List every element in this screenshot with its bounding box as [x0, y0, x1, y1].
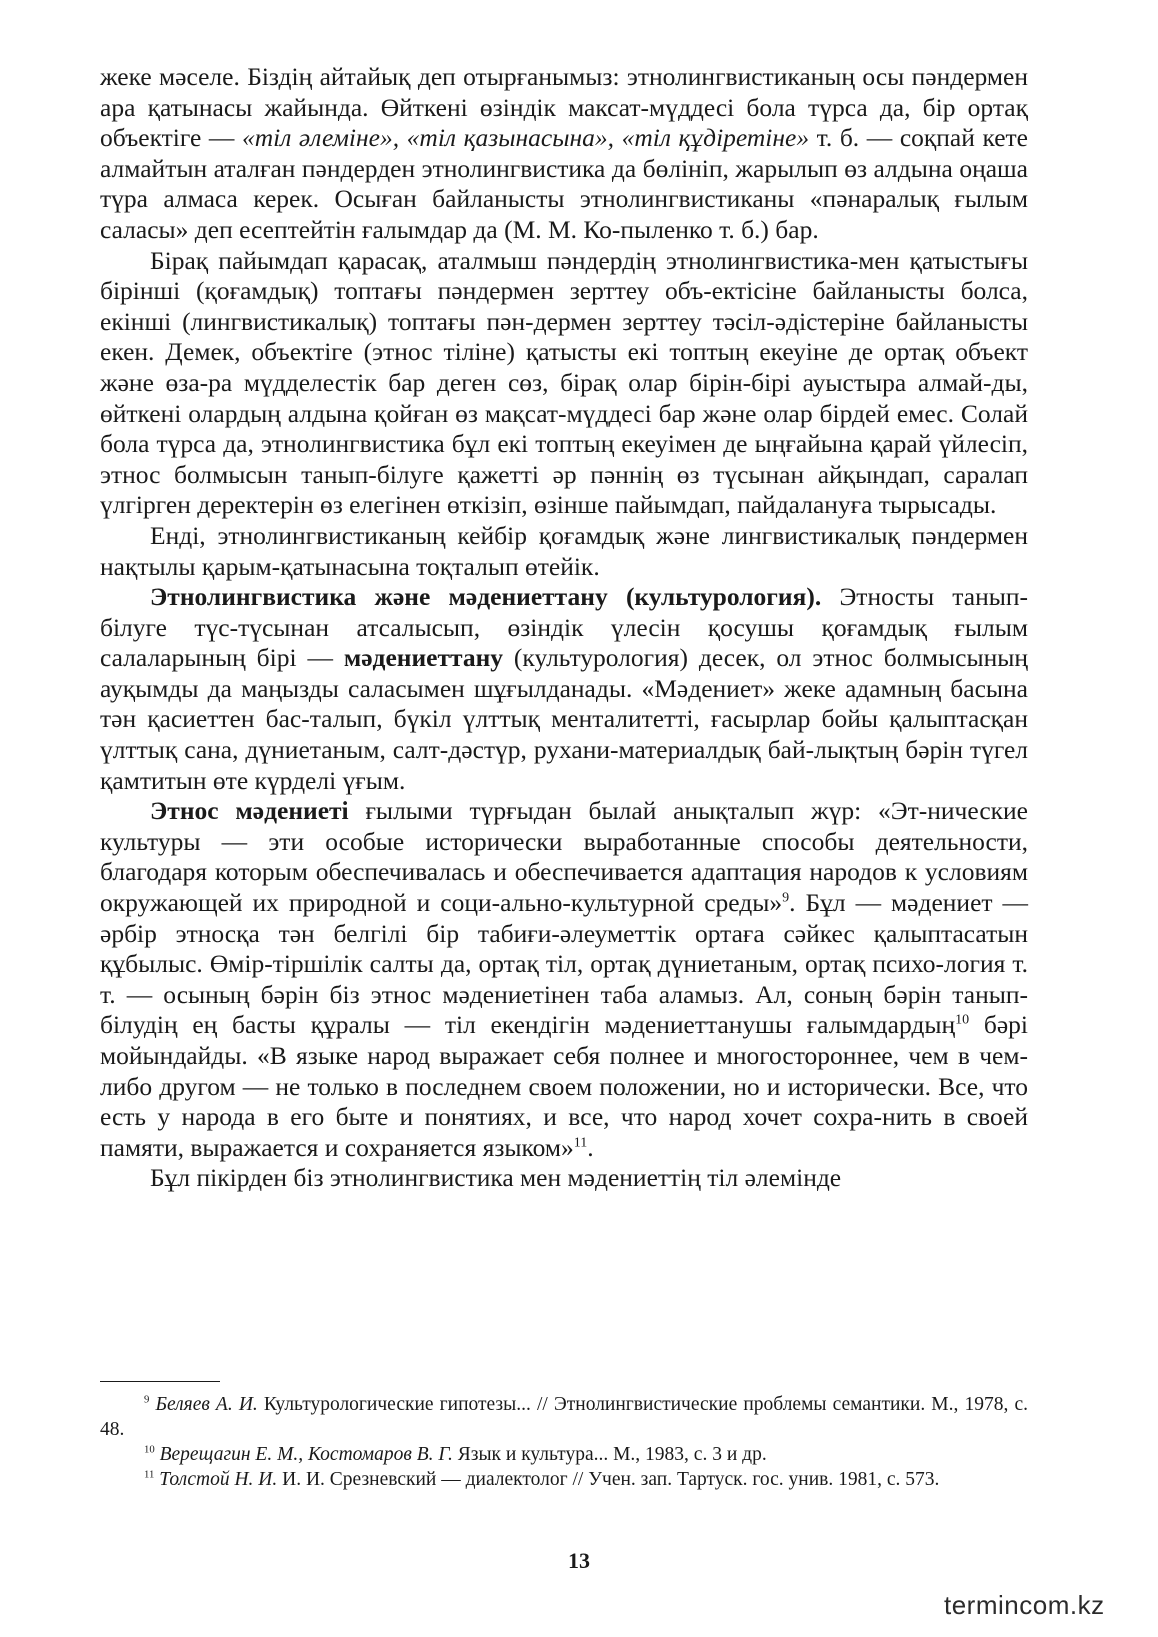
body-text — [100, 62, 1028, 1194]
footnote-10 — [100, 1442, 1028, 1467]
footnote-9-author: Беляев А. И. — [155, 1394, 258, 1415]
paragraph-3: Енді, этнолингвистиканың кейбір қоғамдық және лингвистикалық пәндермен нақтылы қарым-қатынасына тоқталып өтейік. — [100, 520, 1028, 581]
footnote-11 — [100, 1467, 1028, 1492]
paragraph-4-bold-term: мәдениеттану — [343, 643, 504, 673]
paragraph-5-text-d: . — [587, 1132, 594, 1162]
footnote-9-text: Культурологические гипотезы... // Этнолингвистические проблемы семантики. М., 1978, с. 48. — [100, 1394, 1029, 1440]
footnote-separator — [100, 1381, 220, 1382]
footnote-ref-10[interactable]: 10 — [955, 1012, 970, 1028]
footnote-10-text: Язык и культура... М., 1983, с. 3 и др. — [452, 1444, 767, 1465]
paragraph-1-text-b: т. б. — соқпай кете алмайтын аталған пәндерден этнолингвистика да бөлініп, жарылып өз алдына оңаша түра алмаса керек. Осыған байланысты этнолингвистиканы «пәнаралық ғылым саласы» деп есептейтін ғалымдар да (М. М. Ко-пыленко т. б.) бар. — [100, 123, 1028, 244]
paragraph-1-text-a: жеке мәселе. Біздің айтайық деп отырғанымыз: этнолингвистиканың осы пәндермен ара қатынасы жайында. Өйткені өзіндік максат-мүддесі бола түрса да, бір ортақ объектіге — — [100, 62, 1028, 153]
paragraph-5-bold-term: Этнос мәдениеті — [150, 796, 349, 826]
paragraph-2: Бірақ пайымдап қарасақ, аталмыш пәндердің этнолингвистика-мен қатыстығы бірінші (қоғамдық) топтағы пәндермен зерттеу объ-ектісіне байланысты болса, екінші (лингвистикалық) топтағы пән-дермен зерттеу тәсіл-әдістеріне байланысты екен. Демек, объектіге (этнос тіліне) қатысты екі топтың екеуіне де ортақ объект және өза-ра мүдделестік бар деген сөз, бірақ олар бірін-бірі ауыстыра алмай-ды, өйткені олардың алдына қойған өз мақсат-мүддесі бар және олар бірдей емес. Солай бола түрса да, этнолингвистика бұл екі топтың екеуімен де ыңғайына қарай үйлесіп, этнос болмысын танып-білуге қажетті әр пәннің өз түсынан айқындап, саралап үлгірген деректерін өз елегінен өткізіп, өзінше пайымдап, пайдалануға тырысады. — [100, 245, 1028, 520]
paragraph-5-text-a: ғылыми түрғыдан былай анықталып жүр: «Эт-нические культуры — эти особые исторически выработанные способы деятельности, благодаря которым обеспечивалась и обеспечивается адаптация народов к условиям окружающей их природной и соци-ально-культурной среды» — [100, 796, 1028, 918]
footnote-ref-9[interactable]: 9 — [782, 890, 790, 906]
footnote-11-number: 11 — [144, 1468, 155, 1481]
footnote-10-author: Верещагин Е. М., Костомаров В. Г. — [159, 1444, 453, 1465]
watermark-logo: termincom.kz — [944, 1590, 1105, 1620]
paragraph-5-text-c: бәрі мойындайды. «В языке народ выражает себя полнее и многостороннее, чем в чем-либо другом — не только в последнем своем положении, но и исторически. Все, что есть у народа в его быте и понятиях, и все, что народ хочет сохра-нить в своей памяти, выражается и сохраняется языком» — [100, 1010, 1028, 1162]
footnotes — [100, 1392, 1028, 1492]
paragraph-1-italic-quote: «тіл әлеміне», «тіл қазынасына», «тіл құдіретіне» — [241, 123, 810, 153]
paragraph-4-text-a: Этносты танып-білуге түс-түсынан атсалысып, өзіндік үлесін қосушы қоғамдық ғылым салаларының бірі — — [100, 582, 1028, 673]
paragraph-4-text-b: (культурология) десек, ол этнос болмысының ауқымды да маңызды саласымен шұғылданады. «Мәдениет» жеке адамның басына тән қасиеттен бас-талып, бүкіл үлттық менталитетті, ғасырлар бойы қалыптасқан үлттық сана, дүниетаным, салт-дәстүр, рухани-материалдық бай-лықтың бәрін түгел қамтитын өте күрделі үғым. — [100, 643, 1029, 795]
footnote-9 — [100, 1392, 1028, 1442]
section-heading-culturology: Этнолингвистика және мәдениеттану (культурология). — [150, 582, 822, 612]
paragraph-6: Бұл пікірден біз этнолингвистика мен мәдениеттің тіл әлемінде — [150, 1163, 842, 1193]
footnote-9-number: 9 — [144, 1393, 150, 1406]
page-number: 13 — [568, 1548, 590, 1573]
footnote-10-number: 10 — [144, 1443, 155, 1456]
paragraph-4 — [100, 582, 1028, 796]
paragraph-5-text-b: . Бұл — мәдениет — әрбір этносқа тән белгілі бір табиғи-әлеуметтік ортаға сәйкес қалыптасатын құбылыс. Өмір-тіршілік салты да, ортақ тіл, ортақ дүниетаным, ортақ психо-логия т. т. — осының бәрін біз этнос мәдениетінен таба аламыз. Ал, соның бәрін танып-білудің ең басты құралы — тіл екендігін мәдениеттанушы ғалымдардың — [100, 888, 1028, 1040]
paragraph-1 — [100, 62, 1028, 246]
footnote-ref-11[interactable]: 11 — [573, 1135, 588, 1151]
footnote-11-text: И. И. Срезневский — диалектолог // Учен. зап. Тартуск. гос. унив. 1981, с. 573. — [277, 1469, 940, 1490]
paragraph-5 — [100, 796, 1028, 1163]
footnote-11-author: Толстой Н. И. — [159, 1469, 278, 1490]
